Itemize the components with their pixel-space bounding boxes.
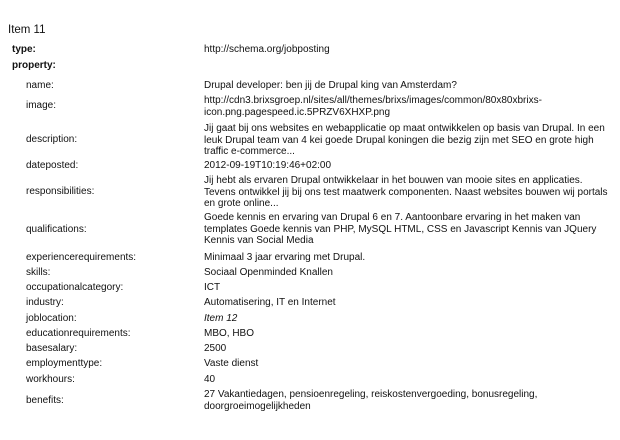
property-value: Minimaal 3 jaar ervaring met Drupal. <box>204 252 366 263</box>
property-value: 2500 <box>204 343 227 354</box>
property-value: Jij hebt als ervaren Drupal ontwikkelaar in het bouwen van mooie sites en applicaties. Tevens ontwikkel jij bij ons test maatwerk componenten. Naast websites bouwen wij portals en grote online... <box>204 175 608 209</box>
property-key: occupationalcategory: <box>26 282 124 293</box>
property-value: MBO, HBO <box>204 328 255 339</box>
property-key: benefits: <box>26 395 64 406</box>
property-key: skills: <box>26 267 51 278</box>
property-key: image: <box>26 100 57 111</box>
property-key: workhours: <box>26 374 75 385</box>
joblocation-item-link[interactable]: Item 12 <box>204 313 238 324</box>
property-value: 2012-09-19T10:19:46+02:00 <box>204 160 332 171</box>
property-key: joblocation: <box>26 313 77 324</box>
property-key: basesalary: <box>26 343 78 354</box>
property-key: responsibilities: <box>26 186 95 197</box>
property-value: Automatisering, IT en Internet <box>204 297 336 308</box>
property-value: Drupal developer: ben jij de Drupal king van Amsterdam? <box>204 80 457 91</box>
property-value: Jij gaat bij ons websites en webapplicatie op maat ontwikkelen op basis van Drupal. In een leuk Drupal team van 4 kei goede Drupal koningen die bezig zijn met SEO en grote high traffic e-commerce... <box>204 123 605 157</box>
property-key: industry: <box>26 297 64 308</box>
property-key: experiencerequirements: <box>26 252 137 263</box>
property-value: Sociaal Openminded Knallen <box>204 267 333 278</box>
property-value: 27 Vakantiedagen, pensioenregeling, reiskostenvergoeding, bonusregeling, doorgroeimogelijkheden <box>204 389 538 412</box>
type-value: http://schema.org/jobposting <box>204 44 330 55</box>
property-key: employmenttype: <box>26 358 103 369</box>
property-value: 40 <box>204 374 216 385</box>
property-key: name: <box>26 80 54 91</box>
property-value: Vaste dienst <box>204 358 259 369</box>
property-key: educationrequirements: <box>26 328 131 339</box>
type-label: type: <box>12 44 36 55</box>
property-key: qualifications: <box>26 224 87 235</box>
property-label: property: <box>12 60 56 71</box>
property-key: description: <box>26 134 78 145</box>
property-value: Goede kennis en ervaring van Drupal 6 en 7. Aantoonbare ervaring in het maken van templates Goede kennis van PHP, MySQL HTML, CSS en Javascript Kennis van JQuery Kennis van Social Media <box>204 212 597 246</box>
item-title: Item 11 <box>8 24 46 36</box>
property-key: dateposted: <box>26 160 79 171</box>
property-value: ICT <box>204 282 221 293</box>
property-value: http://cdn3.brixsgroep.nl/sites/all/themes/brixs/images/common/80x80xbrixs-icon.png.pagespeed.ic.5PRZV6XHXP.png <box>204 95 542 118</box>
